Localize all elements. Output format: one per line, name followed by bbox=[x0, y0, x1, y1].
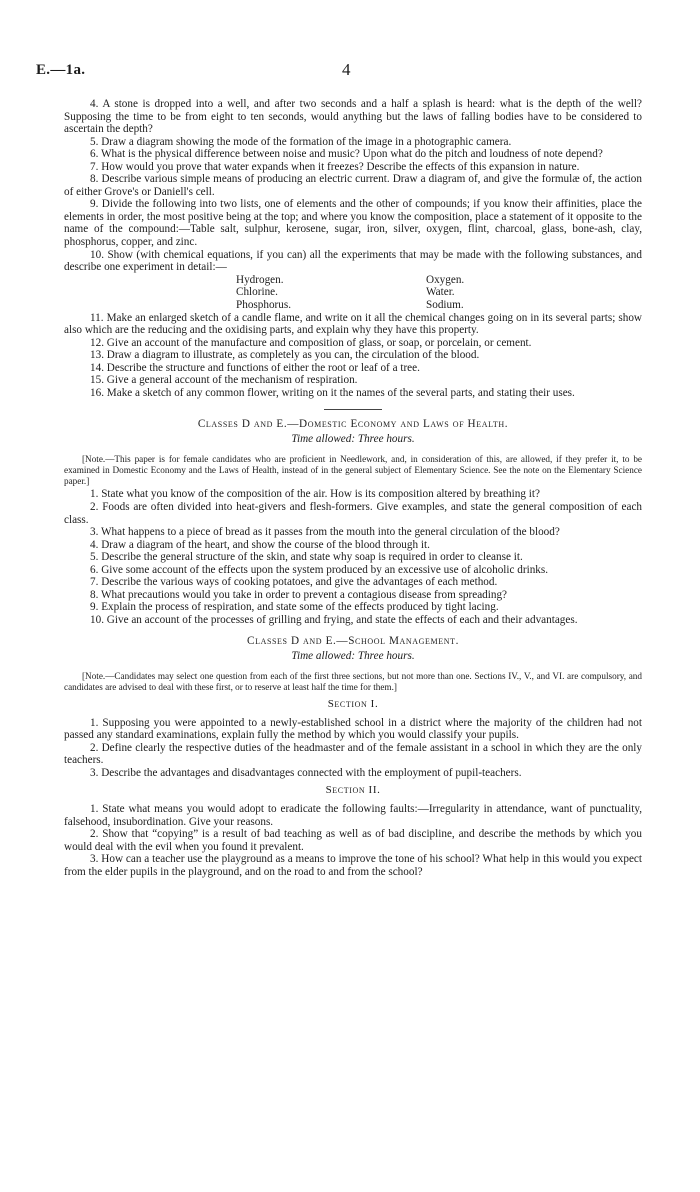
substance: Oxygen. bbox=[426, 273, 465, 286]
question: 2. Foods are often divided into heat-givers and flesh-formers. Give examples, and state the general composition of each class. bbox=[64, 501, 642, 526]
question: 13. Draw a diagram to illustrate, as completely as you can, the circulation of the blood. bbox=[90, 349, 480, 362]
question: 5. Describe the general structure of the skin, and state why soap is required in order to cleanse it. bbox=[90, 551, 523, 564]
question: 9. Explain the process of respiration, and state some of the effects produced by tight lacing. bbox=[90, 601, 499, 614]
paper-title: Classes D and E.—Domestic Economy and Laws of Health. bbox=[197, 418, 509, 431]
paper-title: Classes D and E.—School Management. bbox=[247, 634, 459, 647]
question: 3. Describe the advantages and disadvantages connected with the employment of pupil-teachers. bbox=[90, 766, 522, 779]
question: 2. Define clearly the respective duties of the headmaster and of the female assistant in a school in which they are the only teachers. bbox=[64, 741, 642, 767]
page-number: 4 bbox=[342, 60, 351, 79]
page-reference: E.—1a. bbox=[36, 62, 86, 78]
substance: Chlorine. bbox=[236, 286, 278, 299]
question: 9. Divide the following into two lists, one of elements and the other of compounds; if you know their affinities, place the elements in order, the most positive being at the top; and where you know the composition, place a statement of it opposite to the name of the compound:—Table salt, sulphur, kerosene, sugar, iron, silver, oxygen, flint, charcoal, glass, bone-ash, clay, phosphorus, copper, and zinc. bbox=[64, 198, 642, 249]
substance: Phosphorus. bbox=[236, 298, 292, 311]
question: 10. Show (with chemical equations, if you can) all the experiments that may be made with the following substances, and describe one experiment in detail:— bbox=[64, 248, 642, 274]
question: 8. Describe various simple means of producing an electric current. Draw a diagram of, and give the formulæ of, the action of either Grove's or Daniell's cell. bbox=[64, 173, 642, 198]
question: 1. Supposing you were appointed to a newly-established school in a district where the majority of the children had not passed any standard examinations, explain fully the method by which you would classify your pupils. bbox=[64, 716, 642, 742]
question: 3. How can a teacher use the playground as a means to improve the tone of his school? What help in this would you expect from the elder pupils in the playground, and on the road to and from the school? bbox=[64, 853, 642, 878]
question: 10. Give an account of the processes of grilling and frying, and state the effects of each and their advantages. bbox=[90, 613, 578, 626]
substance: Hydrogen. bbox=[236, 273, 284, 286]
question: 1. State what you know of the composition of the air. How is its composition altered by breathing it? bbox=[90, 488, 540, 501]
question: 2. Show that “copying” is a result of bad teaching as well as of bad discipline, and describe the methods by which you would deal with the evil when you found it prevalent. bbox=[64, 828, 642, 853]
question: 11. Make an enlarged sketch of a candle flame, and write on it all the chemical changes going on in its several parts; show also which are the reducing and the oxidising parts, and explain why they have this property. bbox=[64, 311, 642, 337]
question: 15. Give a general account of the mechanism of respiration. bbox=[90, 374, 358, 387]
question: 6. What is the physical difference between noise and music? Upon what do the pitch and loudness of note depend? bbox=[90, 148, 603, 161]
question: 7. How would you prove that water expands when it freezes? Describe the effects of this expansion in nature. bbox=[90, 160, 580, 173]
time-allowed: Time allowed: Three hours. bbox=[291, 433, 415, 446]
section-heading: Section I. bbox=[327, 697, 379, 710]
page-body bbox=[64, 98, 642, 879]
time-allowed: Time allowed: Three hours. bbox=[291, 649, 415, 662]
section-heading: Section II. bbox=[325, 784, 381, 797]
question: 7. Describe the various ways of cooking potatoes, and give the advantages of each method. bbox=[90, 576, 498, 589]
question: 14. Describe the structure and functions of either the root or leaf of a tree. bbox=[90, 361, 420, 374]
substance: Sodium. bbox=[426, 298, 464, 311]
section-divider bbox=[324, 409, 382, 410]
paper-note: [Note.—This paper is for female candidates who are proficient in Needlework, and, in consideration of this, are allowed, if they prefer it, to be examined in Domestic Economy and the Laws of Health, instead of in the general subject of Elementary Science. See the note on the Elementary Science paper.] bbox=[64, 454, 642, 487]
question: 4. A stone is dropped into a well, and after two seconds and a half a splash is heard: what is the depth of the well? Supposing the time to be from eight to ten seconds, would anything but the laws of falling bodies have to be considered to ascertain the depth? bbox=[64, 98, 642, 136]
substance-list bbox=[64, 274, 642, 312]
paper-note: [Note.—Candidates may select one question from each of the first three sections, but not more than one. Sections IV., V., and VI. are compulsory, and candidates are advised to deal with these first, or to reserve at least half the time for them.] bbox=[64, 670, 642, 692]
question: 12. Give an account of the manufacture and composition of glass, or soap, or porcelain, or cement. bbox=[90, 336, 532, 349]
question: 6. Give some account of the effects upon the system produced by an excessive use of alcoholic drinks. bbox=[90, 563, 549, 576]
question: 3. What happens to a piece of bread as it passes from the mouth into the general circulation of the blood? bbox=[90, 526, 560, 539]
question: 16. Make a sketch of any common flower, writing on it the names of the several parts, and stating their uses. bbox=[90, 386, 575, 399]
question: 8. What precautions would you take in order to prevent a contagious disease from spreading? bbox=[90, 588, 508, 601]
question: 4. Draw a diagram of the heart, and show the course of the blood through it. bbox=[90, 538, 430, 551]
substance: Water. bbox=[426, 286, 455, 299]
question: 1. State what means you would adopt to eradicate the following faults:—Irregularity in attendance, want of punctuality, falsehood, insubordination. Give your reasons. bbox=[64, 803, 642, 828]
question: 5. Draw a diagram showing the mode of the formation of the image in a photographic camera. bbox=[90, 135, 512, 148]
